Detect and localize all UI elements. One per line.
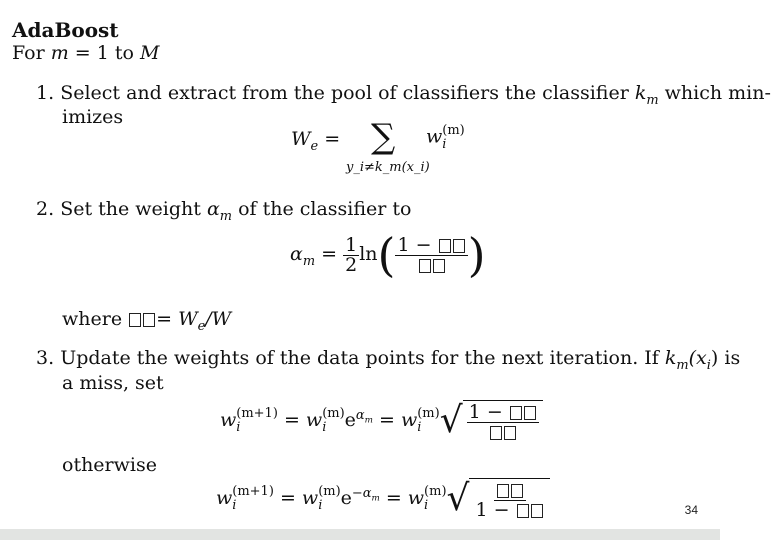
missing-glyph-icon — [143, 313, 155, 327]
eq4-minus: − — [493, 499, 510, 521]
step-3-number: 3. — [36, 347, 55, 369]
eq1-w-sup: (m) — [442, 123, 465, 138]
for-mid: = 1 to — [68, 42, 140, 64]
page-title: AdaBoost — [12, 18, 119, 42]
missing-glyph-icon — [504, 426, 516, 440]
step-1-text-b: which min- — [658, 82, 771, 104]
missing-glyph-icon — [433, 259, 445, 273]
eq3-ratio-num — [467, 403, 539, 423]
eq2-lhs-sub: m — [302, 253, 316, 269]
step-1-var: k — [634, 82, 647, 104]
eq3-exp-sub: m — [364, 415, 373, 426]
equation-weight-miss — [220, 400, 543, 442]
eq4-sup: (m) — [318, 484, 341, 500]
where-line — [62, 308, 231, 334]
step-2-number: 2. — [36, 198, 55, 220]
missing-glyph-icon — [517, 504, 529, 518]
eq4-ratio-num — [494, 481, 526, 501]
missing-glyph-icon — [511, 484, 523, 498]
eq4-sup-2: (m) — [424, 484, 447, 500]
eq4-sup-next: (m+1) — [232, 484, 274, 500]
equation-weight-hit — [216, 478, 550, 520]
eq1-w-sub: i — [442, 136, 447, 152]
eq3-eq-1: = — [283, 409, 300, 431]
eq1-lhs-sub: e — [310, 138, 319, 154]
step-3-arg: (x — [688, 347, 707, 369]
eq3-ratio — [467, 403, 539, 442]
eq3-w: w — [220, 409, 237, 431]
step-1-number: 1. — [36, 82, 55, 104]
step-1-line-2: imizes — [62, 106, 124, 128]
step-3-text-b: ) is — [710, 347, 741, 369]
step-1-line-1 — [36, 82, 771, 108]
eq2-left-paren: ( — [377, 228, 396, 282]
missing-glyph-icon — [510, 406, 522, 420]
eq3-one: 1 — [468, 401, 481, 423]
eq4-exp: −α — [351, 485, 372, 501]
equation-we — [291, 128, 340, 154]
sqrt-icon: √ — [439, 400, 463, 441]
for-var: m — [50, 42, 69, 64]
eq2-lhs: α — [290, 243, 303, 265]
eq4-eq-1: = — [279, 487, 296, 509]
eq3-e: e — [344, 409, 356, 431]
eq3-sub-a: i — [236, 420, 241, 435]
eq4-radicand — [469, 478, 549, 520]
missing-glyph-icon — [129, 313, 141, 327]
missing-glyph-icon — [490, 426, 502, 440]
eq3-minus: − — [486, 401, 503, 423]
for-end: M — [140, 42, 160, 64]
step-3-line-1 — [36, 347, 740, 373]
eq4-ratio-den — [473, 501, 545, 520]
for-prefix: For — [12, 42, 51, 64]
eq2-eq: = — [321, 243, 338, 265]
eq3-sup-2: (m) — [417, 406, 440, 422]
eq3-ratio-den — [487, 423, 519, 442]
eq2-right-paren: ) — [467, 228, 486, 282]
step-1-text-a: Select and extract from the pool of classifiers the classifier — [60, 82, 635, 104]
eq4-sub-b: i — [318, 498, 323, 513]
bottom-bar — [0, 529, 720, 540]
where-rest-sub: e — [197, 318, 206, 334]
step-3-var: k — [664, 347, 677, 369]
eq3-sup-next: (m+1) — [236, 406, 278, 422]
step-2-var-sub: m — [219, 208, 233, 224]
eq4-w: w — [216, 487, 233, 509]
eq2-one: 1 — [397, 233, 410, 256]
eq2-ln: ln — [359, 243, 378, 265]
step-2-var: α — [206, 198, 220, 220]
eq3-w-2: w — [305, 409, 323, 431]
eq3-sub-b: i — [322, 420, 327, 435]
missing-glyph-icon — [439, 239, 451, 253]
eq3-eq-2: = — [379, 409, 395, 431]
missing-glyph-icon — [497, 484, 509, 498]
eq4-exp-sub: m — [371, 493, 380, 504]
eq3-w-3: w — [400, 409, 418, 431]
step-3-var-sub: m — [676, 357, 689, 373]
step-3-text-a: Update the weights of the data points for the next iteration. If — [60, 347, 665, 369]
eq2-half — [343, 233, 359, 276]
where-label: where — [62, 308, 123, 330]
eq4-sub-c: i — [424, 498, 429, 513]
eq3-sub-c: i — [417, 420, 422, 435]
step-2-line-1 — [36, 198, 411, 224]
eq1-sum-symbol: ∑ — [371, 117, 396, 157]
missing-glyph-icon — [531, 504, 543, 518]
eq4-one: 1 — [475, 499, 488, 521]
eq2-ratio-num — [395, 233, 467, 256]
eq2-ratio — [395, 233, 467, 275]
eq3-radicand — [463, 400, 543, 442]
missing-glyph-icon — [453, 239, 465, 253]
eq2-half-den: 2 — [345, 253, 358, 276]
step-3-arg-sub: i — [706, 357, 711, 373]
eq1-eq: = — [324, 128, 341, 150]
eq3-sup: (m) — [322, 406, 345, 422]
step-1-var-sub: m — [646, 92, 659, 108]
step-2-text-b: of the classifier to — [232, 198, 412, 220]
where-rest: = W — [156, 308, 198, 330]
otherwise-label: otherwise — [62, 454, 157, 476]
missing-glyph-icon — [419, 259, 431, 273]
where-tail: /W — [205, 308, 232, 330]
eq4-w-3: w — [407, 487, 425, 509]
eq1-w: w — [426, 125, 443, 148]
step-2-text-a: Set the weight — [60, 198, 207, 220]
eq4-eq-2: = — [385, 487, 402, 509]
eq2-half-num: 1 — [345, 233, 358, 256]
eq2-minus: − — [415, 233, 432, 256]
eq2-ratio-den — [416, 256, 448, 275]
missing-glyph-icon — [524, 406, 536, 420]
equation-alpha — [290, 228, 486, 282]
eq1-sum-sub: y_i≠k_m(x_i) — [346, 160, 430, 175]
eq4-w-2: w — [301, 487, 319, 509]
step-3-line-2: a miss, set — [62, 372, 164, 394]
eq4-e: e — [340, 487, 352, 509]
eq4-sub-a: i — [232, 498, 237, 513]
eq4-ratio — [473, 481, 545, 520]
for-line — [12, 42, 159, 64]
eq3-exp: α — [355, 407, 365, 423]
sqrt-icon: √ — [446, 478, 470, 519]
eq1-term — [426, 124, 465, 151]
eq1-lhs: W — [291, 128, 311, 150]
page-number: 34 — [684, 503, 698, 517]
